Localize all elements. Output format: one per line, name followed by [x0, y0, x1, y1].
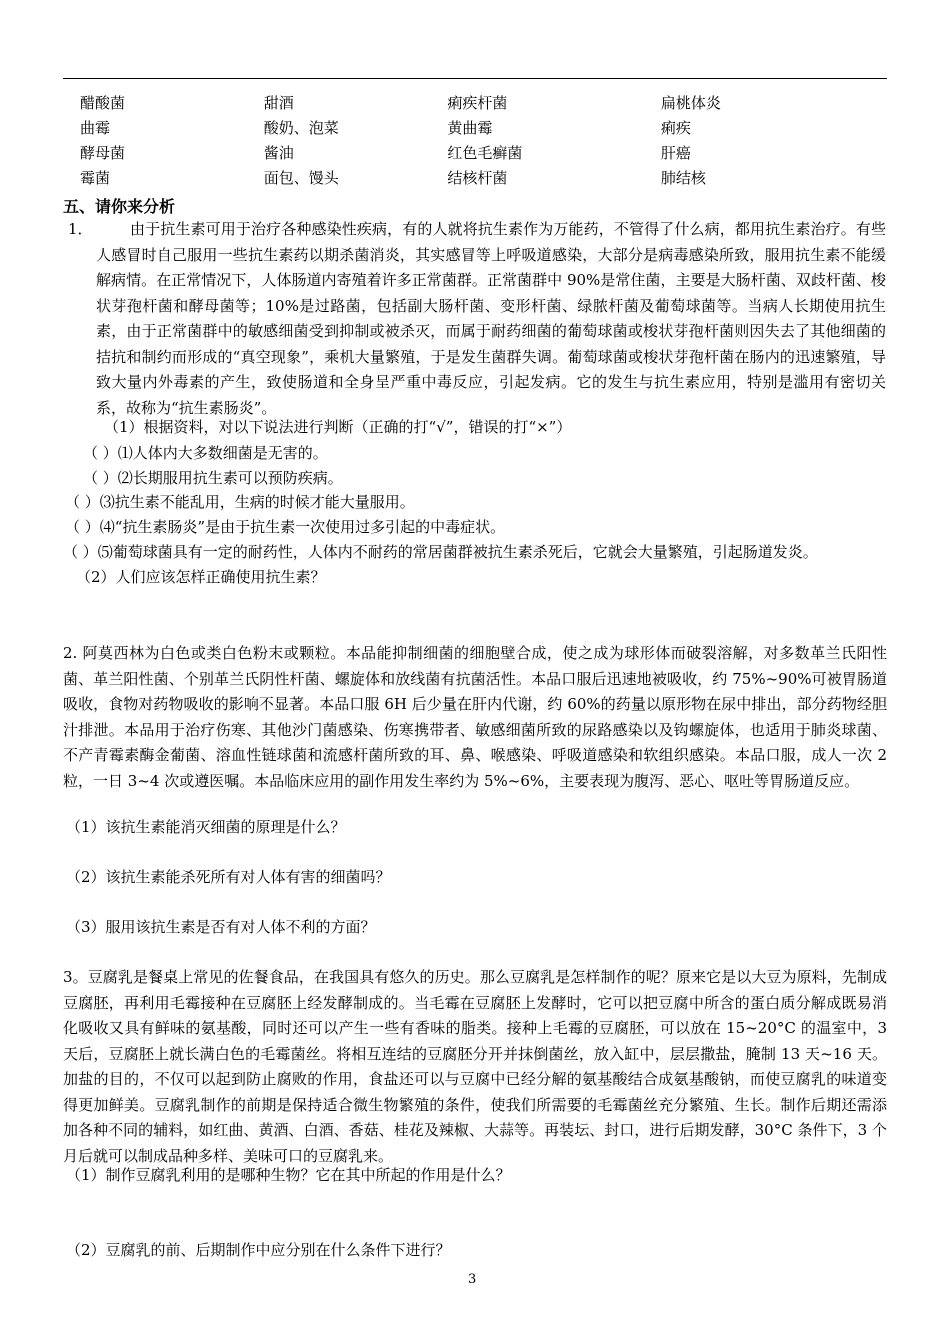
- table-row: [80, 91, 780, 116]
- table-cell: 肝癌: [660, 144, 691, 162]
- q3-sub-question-1: （1）制作豆腐乳利用的是哪种生物？它在其中所起的作用是什么？: [66, 1166, 511, 1184]
- table-cell: 醋酸菌: [80, 94, 126, 112]
- table-cell: 痢疾: [660, 119, 691, 137]
- question-number: 1．: [68, 220, 93, 238]
- q2-sub-question-1: （1）该抗生素能消灭细菌的原理是什么？: [66, 818, 346, 836]
- q3-sub-question-2: （2）豆腐乳的前、后期制作中应分别在什么条件下进行？: [66, 1241, 451, 1259]
- table-row: [80, 141, 780, 166]
- judgement-item-5: （ ）⑸葡萄球菌具有一定的耐药性，人体内不耐药的常居菌群被抗生素杀死后，它就会大量繁殖，引起肠道发炎。: [63, 543, 818, 561]
- table-cell: 面包、馒头: [263, 169, 339, 187]
- page-number: 3: [468, 1272, 477, 1287]
- table-cell: 黄曲霉: [447, 119, 493, 137]
- q3-passage: 3。豆腐乳是餐桌上常见的佐餐食品，在我国具有悠久的历史。那么豆腐乳是怎样制作的呢？原来它是以大豆为原料，先制成豆腐胚，再利用毛霉接种在豆腐胚上经发酵制成的。当毛霉在豆腐胚上发酵时，它可以把豆腐中所含的蛋白质分解成既易消化吸收又具有鲜味的氨基酸，同时还可以产生一些有香味的脂类。接种上毛霉的豆腐胚，可以放在 15~20°C 的温室中，3 天后，豆腐胚上就长满白色的毛霉菌丝。将相互连结的豆腐胚分开并抹倒菌丝，放入缸中，层层撒盐，腌制 13 天~16 天。加盐的目的，不仅可以起到防止腐败的作用，食盐还可以与豆腐中已经分解的氨基酸结合成氨基酸钠，而使豆腐乳的味道变得更加鲜美。豆腐乳制作的前期是保持适合微生物繁殖的条件，使我们所需要的毛霉菌丝充分繁殖、生长。制作后期还需添加各种不同的辅料，如红曲、黄酒、白酒、香菇、桂花及辣椒、大蒜等。再装坛、封口，进行后期发酵，30°C 条件下，3 个月后就可以制成品种多样、美味可口的豆腐乳来。: [63, 968, 887, 1165]
- table-cell: 红色毛癣菌: [447, 144, 523, 162]
- q1-passage: 由于抗生素可用于治疗各种感染性疾病，有的人就将抗生素作为万能药，不管得了什么病，都用抗生素治疗。有些人感冒时自己服用一些抗生素药以期杀菌消炎，其实感冒等上呼吸道感染，大部分是病毒感染所致，服用抗生素不能缓解病情。在正常情况下，人体肠道内寄殖着许多正常菌群。正常菌群中 90%是常住菌，主要是大肠杆菌、双歧杆菌、梭状芽孢杆菌和酵母菌等；10%是过路菌，包括副大肠杆菌、变形杆菌、绿脓杆菌及葡萄球菌等。当病人长期使用抗生素，由于正常菌群中的敏感细菌受到抑制或被杀灭，而属于耐药细菌的葡萄球菌或梭状芽孢杆菌则因失去了其他细菌的拮抗和制约而形成的“真空现象”，乘机大量繁殖，于是发生菌群失调。葡萄球菌或梭状芽孢杆菌在肠内的迅速繁殖，导致大量内外毒素的产生，致使肠道和全身呈严重中毒反应，引起发病。它的发生与抗生素应用，特别是滥用有密切关系，故称为“抗生素肠炎”。: [96, 220, 886, 417]
- judgement-item-4: （ ）⑷“抗生素肠炎”是由于抗生素一次使用过多引起的中毒症状。: [65, 518, 506, 536]
- q2-sub-question-3: （3）服用该抗生素是否有对人体不利的方面？: [66, 918, 376, 936]
- table-cell: 扁桃体炎: [660, 94, 721, 112]
- judgement-item-2: （ ）⑵长期服用抗生素可以预防疾病。: [83, 469, 343, 487]
- q1-sub-question-2: （2）人们应该怎样正确使用抗生素？: [76, 568, 326, 586]
- q1-sub-question-1: （1）根据资料，对以下说法进行判断（正确的打“√”，错误的打“×”）: [104, 418, 572, 436]
- table-cell: 酱油: [263, 144, 294, 162]
- table-cell: 甜酒: [263, 94, 294, 112]
- table-row: [80, 166, 780, 191]
- header-rule: [63, 78, 887, 79]
- q2-passage: 2. 阿莫西林为白色或类白色粉末或颗粒。本品能抑制细菌的细胞壁合成，使之成为球形体而破裂溶解，对多数革兰氏阳性菌、革兰阳性菌、个别革兰氏阴性杆菌、螺旋体和放线菌有抗菌活性。本品口服后迅速地被吸收，约 75%~90%可被胃肠道吸收，食物对药物吸收的影响不显著。本品口服 6H 后少量在肝内代谢，约 60%的药量以原形物在尿中排出，部分药物经胆汁排泄。本品用于治疗伤寒、其他沙门菌感染、伤寒携带者、敏感细菌所致的尿路感染以及钩螺旋体，也适用于肺炎球菌、不产青霉素酶金葡菌、溶血性链球菌和流感杆菌所致的耳、鼻、喉感染、呼吸道感染和软组织感染。本品口服，成人一次 2 粒，一日 3~4 次或遵医嘱。本品临床应用的副作用发生率约为 5%~6%，主要表现为腹泻、恶心、呕吐等胃肠道反应。: [63, 644, 887, 790]
- q2-sub-question-2: （2）该抗生素能杀死所有对人体有害的细菌吗？: [66, 868, 391, 886]
- microbe-table: [80, 91, 780, 191]
- table-cell: 酵母菌: [80, 144, 126, 162]
- table-cell: 霉菌: [80, 169, 111, 187]
- table-row: [80, 116, 780, 141]
- table-cell: 痢疾杆菌: [447, 94, 508, 112]
- section-title: 五、请你来分析: [63, 197, 176, 216]
- table-cell: 结核杆菌: [447, 169, 508, 187]
- table-cell: 酸奶、泡菜: [263, 119, 339, 137]
- judgement-item-1: （ ）⑴人体内大多数细菌是无害的。: [83, 444, 328, 462]
- table-cell: 曲霉: [80, 119, 111, 137]
- judgement-item-3: （ ）⑶抗生素不能乱用，生病的时候才能大量服用。: [65, 493, 415, 511]
- table-cell: 肺结核: [660, 169, 706, 187]
